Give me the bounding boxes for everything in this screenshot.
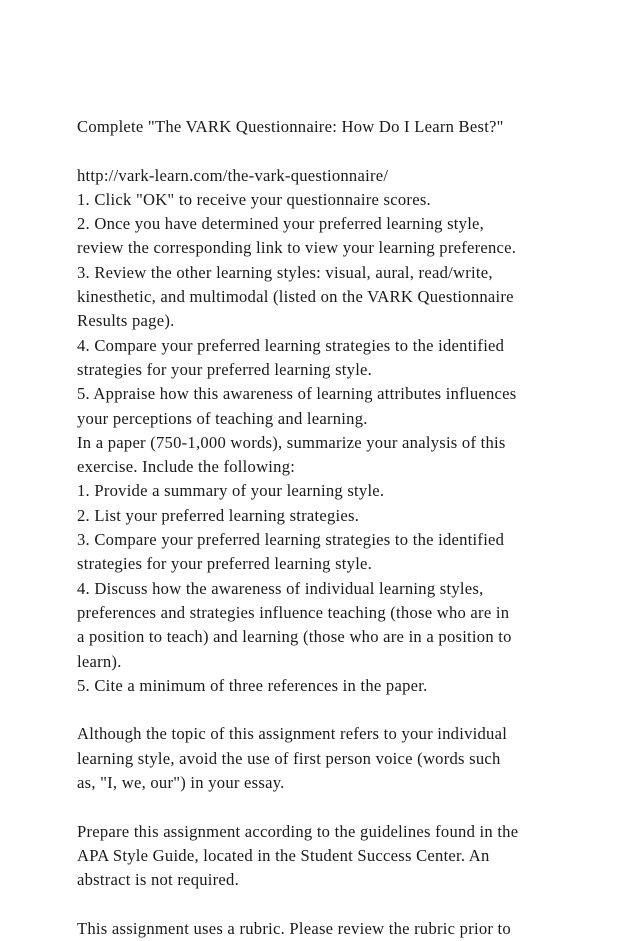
questionnaire-url: http://vark-learn.com/the-vark-questionnaire/ — [77, 165, 389, 185]
step-line: your perceptions of teaching and learning. — [77, 408, 368, 428]
step-line: 3. Review the other learning styles: visual, aural, read/write, — [77, 262, 493, 282]
paragraph-gap — [77, 795, 617, 819]
step-line: Results page). — [77, 311, 175, 331]
voice-note-line: Although the topic of this assignment refers to your individual — [77, 724, 508, 744]
apa-note-line: Prepare this assignment according to the guidelines found in the — [77, 821, 519, 841]
paper-item-line: preferences and strategies influence teaching (those who are in — [77, 602, 510, 622]
document-body — [77, 115, 617, 941]
paper-item-line: 5. Cite a minimum of three references in the paper. — [77, 675, 428, 695]
paragraph-gap — [77, 893, 617, 917]
paper-item-line: learn). — [77, 651, 122, 671]
paper-item-line: 3. Compare your preferred learning strategies to the identified — [77, 530, 505, 550]
step-line: strategies for your preferred learning style. — [77, 359, 373, 379]
paper-item-line: strategies for your preferred learning style. — [77, 554, 373, 574]
paper-intro-line: In a paper (750-1,000 words), summarize your analysis of this — [77, 432, 506, 452]
paper-item-line: 1. Provide a summary of your learning style. — [77, 481, 385, 501]
step-line: 5. Appraise how this awareness of learning attributes influences — [77, 384, 517, 404]
step-line: 1. Click "OK" to receive your questionnaire scores. — [77, 189, 431, 209]
paper-item-line: 2. List your preferred learning strategies. — [77, 505, 360, 525]
paragraph-gap — [77, 698, 617, 722]
step-line: kinesthetic, and multimodal (listed on the VARK Questionnaire — [77, 287, 514, 307]
rubric-note-line: This assignment uses a rubric. Please review the rubric prior to — [77, 918, 511, 938]
step-line: review the corresponding link to view your learning preference. — [77, 238, 517, 258]
step-line: 2. Once you have determined your preferred learning style, — [77, 214, 485, 234]
voice-note-line: learning style, avoid the use of first person voice (words such — [77, 748, 501, 768]
paper-item-line: a position to teach) and learning (those who are in a position to — [77, 627, 512, 647]
apa-note-line: abstract is not required. — [77, 870, 239, 890]
paragraph-gap — [77, 139, 617, 163]
paper-item-line: 4. Discuss how the awareness of individual learning styles, — [77, 578, 484, 598]
paper-intro-line: exercise. Include the following: — [77, 457, 296, 477]
step-line: 4. Compare your preferred learning strategies to the identified — [77, 335, 505, 355]
voice-note-line: as, "I, we, our") in your essay. — [77, 773, 285, 793]
apa-note-line: APA Style Guide, located in the Student Success Center. An — [77, 845, 490, 865]
document-title: Complete "The VARK Questionnaire: How Do I Learn Best?" — [77, 117, 504, 136]
